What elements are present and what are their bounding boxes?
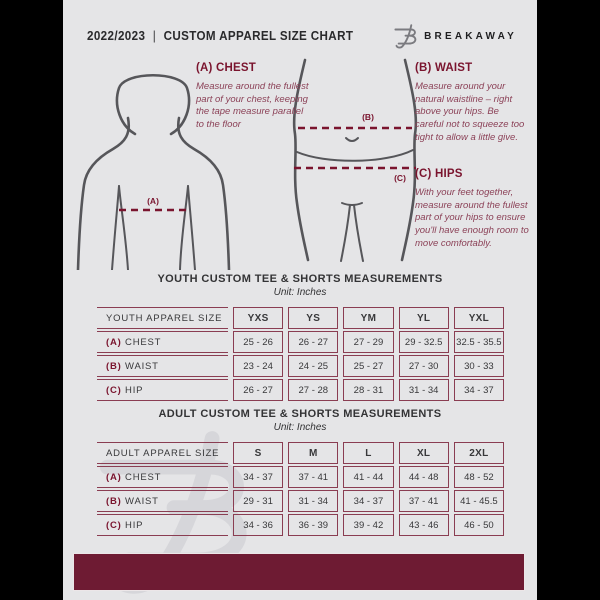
hips-guide-heading: (C) HIPS: [415, 168, 463, 180]
size-column-header: YXS: [233, 307, 283, 329]
crotch-curve: [342, 203, 362, 205]
right-body-side: [180, 186, 188, 270]
adult-waist-row: [97, 490, 504, 512]
row-name: WAIST: [125, 495, 159, 507]
youth-hip-row: [97, 379, 504, 401]
measurement-cell: 26 - 27: [233, 379, 283, 401]
row-marker: (C): [106, 519, 122, 531]
measurement-cell: 43 - 46: [399, 514, 449, 536]
measurement-cell: 29 - 31: [233, 490, 283, 512]
measurement-cell: 37 - 41: [399, 490, 449, 512]
row-name: HIP: [125, 384, 144, 396]
measurement-cell: 23 - 24: [233, 355, 283, 377]
row-name: WAIST: [125, 360, 159, 372]
row-marker: (A): [106, 471, 122, 483]
row-label: [97, 331, 228, 353]
row-marker: (B): [106, 360, 122, 372]
document-title: [87, 29, 353, 43]
measurement-cell: 48 - 52: [454, 466, 504, 488]
youth-size-table: [92, 305, 509, 403]
navel-mark: [346, 138, 358, 141]
measurement-cell: 29 - 32.5: [399, 331, 449, 353]
right-inner-arm: [188, 186, 195, 270]
youth-table-title: YOUTH CUSTOM TEE & SHORTS MEASUREMENTS: [157, 273, 443, 285]
measurement-cell: 27 - 29: [343, 331, 393, 353]
measurement-cell: 27 - 28: [288, 379, 338, 401]
row-marker: (C): [106, 384, 122, 396]
youth-waist-row: [97, 355, 504, 377]
size-column-header: M: [288, 442, 338, 464]
size-column-header: YL: [399, 307, 449, 329]
youth-header-row: [97, 307, 504, 329]
size-column-header: YM: [343, 307, 393, 329]
hips-marker-label: (C): [394, 173, 406, 183]
row-label: [97, 514, 228, 536]
measurement-cell: 34 - 37: [343, 490, 393, 512]
adult-table-container: [92, 440, 509, 538]
document-header: [63, 0, 537, 56]
measurement-cell: 44 - 48: [399, 466, 449, 488]
row-label: [97, 355, 228, 377]
row-marker: (B): [106, 495, 122, 507]
youth-table-container: [92, 305, 509, 403]
size-column-header: 2XL: [454, 442, 504, 464]
row-name: HIP: [125, 519, 144, 531]
measurement-cell: 37 - 41: [288, 466, 338, 488]
measurement-diagrams: [63, 58, 537, 270]
adult-header-row: [97, 442, 504, 464]
measurement-cell: 31 - 34: [288, 490, 338, 512]
right-shoulder-arm: [178, 118, 229, 270]
left-inner-leg: [341, 205, 350, 261]
breakaway-b-logo-icon: [393, 23, 418, 49]
youth-chest-row: [97, 331, 504, 353]
measurement-cell: 30 - 33: [454, 355, 504, 377]
size-chart-document: [63, 0, 537, 600]
waist-guide: [415, 62, 529, 145]
chest-guide: [196, 62, 313, 132]
measurement-cell: 27 - 30: [399, 355, 449, 377]
waist-marker-label: (B): [362, 112, 374, 122]
footer-bar: [73, 553, 525, 591]
adult-size-column-label: ADULT APPAREL SIZE: [97, 442, 228, 464]
chart-title: CUSTOM APPAREL SIZE CHART: [163, 29, 354, 43]
adult-unit-label: Unit: Inches: [273, 422, 327, 433]
youth-section-title: [63, 273, 537, 298]
brand-lockup: [393, 23, 517, 49]
hips-guide-body: With your feet together, measure around the fullest part of your hips to ensure you'll have enough room to move comfortably.: [415, 187, 529, 249]
season-label: 2022/2023: [87, 29, 146, 43]
measurement-cell: 41 - 45.5: [454, 490, 504, 512]
chest-guide-body: Measure around the fullest part of your chest, keeping the tape measure parallel to the floor: [196, 81, 309, 131]
measurement-cell: 25 - 26: [233, 331, 283, 353]
hip-crease-line: [297, 150, 413, 161]
adult-chest-row: [97, 466, 504, 488]
right-inner-leg: [354, 205, 363, 261]
hips-guide: [415, 168, 529, 251]
size-column-header: YXL: [454, 307, 504, 329]
measurement-cell: 34 - 37: [233, 466, 283, 488]
measurement-cell: 36 - 39: [288, 514, 338, 536]
size-column-header: L: [343, 442, 393, 464]
right-outer-leg: [402, 60, 416, 260]
size-column-header: S: [233, 442, 283, 464]
left-inner-arm: [112, 186, 119, 270]
chest-marker-label: (A): [147, 196, 159, 206]
measurement-cell: 32.5 - 35.5: [454, 331, 504, 353]
measurement-cell: 34 - 37: [454, 379, 504, 401]
size-column-header: YS: [288, 307, 338, 329]
measurement-cell: 28 - 31: [343, 379, 393, 401]
row-marker: (A): [106, 336, 122, 348]
brand-name: BREAKAWAY: [424, 30, 517, 42]
adult-size-table: [92, 440, 509, 538]
waist-guide-body: Measure around your natural waistline – right above your hips. Be careful not to squeeze too tight to allow a little give.: [415, 81, 525, 143]
measurement-cell: 26 - 27: [288, 331, 338, 353]
row-label: [97, 466, 228, 488]
adult-section-title: [63, 408, 537, 433]
youth-unit-label: Unit: Inches: [273, 287, 327, 298]
left-body-side: [119, 186, 128, 270]
row-label: [97, 490, 228, 512]
measurement-cell: 34 - 36: [233, 514, 283, 536]
measurement-cell: 24 - 25: [288, 355, 338, 377]
row-name: CHEST: [125, 336, 162, 348]
measurement-cell: 39 - 42: [343, 514, 393, 536]
size-column-header: XL: [399, 442, 449, 464]
row-name: CHEST: [125, 471, 162, 483]
measurement-cell: 41 - 44: [343, 466, 393, 488]
chest-guide-heading: (A) CHEST: [196, 62, 256, 74]
row-label: [97, 379, 228, 401]
title-separator: |: [152, 29, 157, 43]
left-shoulder-arm: [78, 118, 129, 270]
measurement-cell: 31 - 34: [399, 379, 449, 401]
measurement-cell: 25 - 27: [343, 355, 393, 377]
adult-table-title: ADULT CUSTOM TEE & SHORTS MEASUREMENTS: [158, 408, 442, 420]
adult-hip-row: [97, 514, 504, 536]
measurement-cell: 46 - 50: [454, 514, 504, 536]
youth-size-column-label: YOUTH APPAREL SIZE: [97, 307, 228, 329]
waist-guide-heading: (B) WAIST: [415, 62, 473, 74]
